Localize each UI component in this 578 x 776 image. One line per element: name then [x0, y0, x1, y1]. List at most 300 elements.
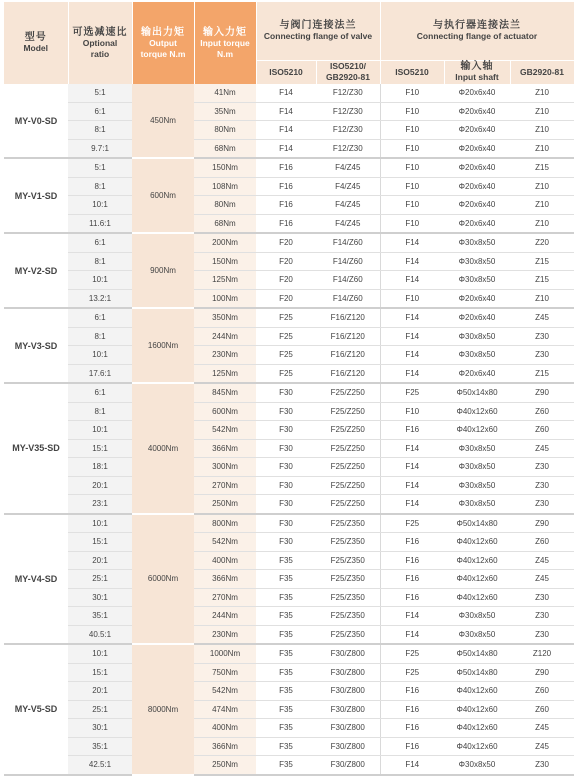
input-torque-cell: 1000Nm: [194, 644, 256, 663]
table-row: [4, 139, 574, 158]
actuator-iso5210-cell: F14: [380, 756, 444, 775]
actuator-iso5210-cell: F14: [380, 625, 444, 644]
gb2920-cell: Z10: [510, 289, 574, 308]
gb2920-cell: Z10: [510, 177, 574, 196]
ratio-cell: 8:1: [68, 402, 132, 421]
valve-iso-gb-cell: F25/Z350: [316, 570, 380, 589]
table-row: [4, 625, 574, 644]
gb2920-cell: Z90: [510, 663, 574, 682]
ratio-cell: 17.6:1: [68, 364, 132, 383]
gb2920-cell: Z30: [510, 607, 574, 626]
ratio-cell: 5:1: [68, 84, 132, 102]
valve-iso5210-cell: F30: [256, 439, 316, 458]
ratio-cell: 8:1: [68, 327, 132, 346]
table-row: [4, 158, 574, 177]
input-shaft-cell: Φ30x8x50: [444, 271, 510, 290]
gb2920-cell: Z45: [510, 719, 574, 738]
input-torque-cell: 244Nm: [194, 327, 256, 346]
valve-iso-gb-cell: F12/Z30: [316, 139, 380, 158]
valve-iso5210-cell: F25: [256, 327, 316, 346]
input-shaft-cell: Φ30x8x50: [444, 439, 510, 458]
output-torque-cell: 450Nm: [132, 84, 194, 158]
input-torque-cell: 100Nm: [194, 289, 256, 308]
valve-iso5210-cell: F35: [256, 644, 316, 663]
input-torque-cell: 800Nm: [194, 514, 256, 533]
input-shaft-cell: Φ30x8x50: [444, 625, 510, 644]
header-valve-flange-cn: 与阀门连接法兰: [279, 19, 357, 31]
model-cell: MY-V3-SD: [4, 308, 68, 383]
valve-iso-gb-cell: F30/Z800: [316, 756, 380, 775]
ratio-cell: 30:1: [68, 588, 132, 607]
table-row: [4, 289, 574, 308]
gb2920-cell: Z30: [510, 756, 574, 775]
gb2920-cell: Z45: [510, 551, 574, 570]
actuator-iso5210-cell: F14: [380, 495, 444, 514]
valve-iso5210-cell: F35: [256, 551, 316, 570]
header-output-en2: torque N.m: [140, 48, 186, 59]
actuator-iso5210-cell: F14: [380, 439, 444, 458]
actuator-iso5210-cell: F14: [380, 476, 444, 495]
valve-iso-gb-cell: F16/Z120: [316, 364, 380, 383]
input-torque-cell: 400Nm: [194, 719, 256, 738]
input-torque-cell: 230Nm: [194, 346, 256, 365]
header-input-torque: [194, 2, 256, 84]
ratio-cell: 15:1: [68, 663, 132, 682]
actuator-iso5210-cell: F14: [380, 458, 444, 477]
actuator-iso5210-cell: F10: [380, 121, 444, 140]
valve-iso-gb-cell: F12/Z30: [316, 121, 380, 140]
input-shaft-cell: Φ20x6x40: [444, 308, 510, 327]
ratio-cell: 10:1: [68, 196, 132, 215]
input-shaft-cell: Φ40x12x60: [444, 533, 510, 552]
input-torque-cell: 366Nm: [194, 570, 256, 589]
table-row: [4, 663, 574, 682]
actuator-iso5210-cell: F10: [380, 177, 444, 196]
subheader-iso5210-actuator: ISO5210: [380, 60, 444, 84]
input-shaft-cell: Φ20x6x40: [444, 139, 510, 158]
valve-iso5210-cell: F14: [256, 139, 316, 158]
ratio-cell: 40.5:1: [68, 625, 132, 644]
ratio-cell: 8:1: [68, 252, 132, 271]
gb2920-cell: Z30: [510, 588, 574, 607]
actuator-iso5210-cell: F10: [380, 289, 444, 308]
valve-iso-gb-cell: F30/Z800: [316, 644, 380, 663]
ratio-cell: 20:1: [68, 682, 132, 701]
actuator-iso5210-cell: F10: [380, 214, 444, 233]
input-shaft-cell: Φ40x12x60: [444, 402, 510, 421]
ratio-cell: 15:1: [68, 533, 132, 552]
valve-iso5210-cell: F25: [256, 364, 316, 383]
valve-iso-gb-cell: F25/Z250: [316, 439, 380, 458]
actuator-iso5210-cell: F14: [380, 233, 444, 252]
input-torque-cell: 244Nm: [194, 607, 256, 626]
output-torque-cell: 900Nm: [132, 233, 194, 308]
valve-iso5210-cell: F35: [256, 737, 316, 756]
input-shaft-cell: Φ50x14x80: [444, 383, 510, 402]
actuator-iso5210-cell: F14: [380, 607, 444, 626]
valve-iso-gb-cell: F14/Z60: [316, 289, 380, 308]
actuator-iso5210-cell: F25: [380, 514, 444, 533]
valve-iso-gb-cell: F25/Z250: [316, 402, 380, 421]
valve-iso-gb-cell: F14/Z60: [316, 252, 380, 271]
gb2920-cell: Z15: [510, 252, 574, 271]
subheader-iso-gb-valve: [316, 60, 380, 84]
actuator-iso5210-cell: F16: [380, 682, 444, 701]
input-torque-cell: 230Nm: [194, 625, 256, 644]
table-row: [4, 327, 574, 346]
input-shaft-cell: Φ20x6x40: [444, 196, 510, 215]
valve-iso-gb-cell: F16/Z120: [316, 346, 380, 365]
valve-iso5210-cell: F14: [256, 121, 316, 140]
header-input-en1: Input torque: [200, 37, 250, 48]
input-shaft-cell: Φ30x8x50: [444, 495, 510, 514]
input-torque-cell: 600Nm: [194, 402, 256, 421]
ratio-cell: 15:1: [68, 439, 132, 458]
table-row: [4, 421, 574, 440]
input-shaft-cell: Φ50x14x80: [444, 514, 510, 533]
header-ratio-cn: 可选减速比: [72, 26, 128, 38]
subheader-gb2920: GB2920-81: [510, 60, 574, 84]
valve-iso5210-cell: F30: [256, 402, 316, 421]
input-torque-cell: 350Nm: [194, 308, 256, 327]
gb2920-cell: Z30: [510, 625, 574, 644]
valve-iso-gb-cell: F25/Z250: [316, 495, 380, 514]
table-row: [4, 196, 574, 215]
valve-iso-gb-cell: F25/Z350: [316, 607, 380, 626]
input-shaft-cell: Φ20x6x40: [444, 158, 510, 177]
input-torque-cell: 474Nm: [194, 700, 256, 719]
valve-iso5210-cell: F35: [256, 663, 316, 682]
actuator-iso5210-cell: F25: [380, 644, 444, 663]
actuator-iso5210-cell: F14: [380, 271, 444, 290]
ratio-cell: 10:1: [68, 514, 132, 533]
ratio-cell: 20:1: [68, 551, 132, 570]
table-row: [4, 533, 574, 552]
gb2920-cell: Z15: [510, 271, 574, 290]
input-torque-cell: 35Nm: [194, 102, 256, 121]
spec-table-body: [4, 84, 574, 775]
output-torque-cell: 8000Nm: [132, 644, 194, 775]
subheader-input-shaft-cn: 输入轴: [460, 61, 494, 73]
gb2920-cell: Z45: [510, 308, 574, 327]
table-row: [4, 588, 574, 607]
input-torque-cell: 150Nm: [194, 158, 256, 177]
actuator-iso5210-cell: F10: [380, 402, 444, 421]
input-torque-cell: 300Nm: [194, 458, 256, 477]
input-torque-cell: 270Nm: [194, 476, 256, 495]
table-row: [4, 271, 574, 290]
actuator-iso5210-cell: F16: [380, 700, 444, 719]
valve-iso-gb-cell: F25/Z350: [316, 625, 380, 644]
gb2920-cell: Z60: [510, 682, 574, 701]
input-shaft-cell: Φ40x12x60: [444, 588, 510, 607]
header-ratio-en2: ratio: [90, 48, 110, 59]
valve-iso5210-cell: F35: [256, 607, 316, 626]
valve-iso5210-cell: F20: [256, 289, 316, 308]
gb2920-cell: Z10: [510, 121, 574, 140]
input-shaft-cell: Φ50x14x80: [444, 644, 510, 663]
input-shaft-cell: Φ30x8x50: [444, 607, 510, 626]
output-torque-cell: 600Nm: [132, 158, 194, 233]
subheader-iso5210-valve: ISO5210: [256, 60, 316, 84]
gb2920-cell: Z60: [510, 700, 574, 719]
valve-iso5210-cell: F14: [256, 102, 316, 121]
valve-iso-gb-cell: F4/Z45: [316, 214, 380, 233]
header-output-cn: 输出力矩: [141, 26, 185, 38]
header-actuator-flange: [380, 2, 574, 60]
input-shaft-cell: Φ30x8x50: [444, 346, 510, 365]
model-cell: MY-V4-SD: [4, 514, 68, 645]
valve-iso-gb-cell: F30/Z800: [316, 700, 380, 719]
ratio-cell: 9.7:1: [68, 139, 132, 158]
valve-iso5210-cell: F25: [256, 308, 316, 327]
valve-iso5210-cell: F16: [256, 177, 316, 196]
valve-iso-gb-cell: F16/Z120: [316, 327, 380, 346]
valve-iso5210-cell: F35: [256, 700, 316, 719]
input-shaft-cell: Φ30x8x50: [444, 252, 510, 271]
actuator-iso5210-cell: F25: [380, 663, 444, 682]
actuator-iso5210-cell: F14: [380, 327, 444, 346]
ratio-cell: 8:1: [68, 177, 132, 196]
actuator-iso5210-cell: F16: [380, 719, 444, 738]
gb2920-cell: Z90: [510, 383, 574, 402]
table-row: [4, 102, 574, 121]
table-row: [4, 551, 574, 570]
subheader-iso-gb-line2: GB2920-81: [326, 72, 370, 83]
input-torque-cell: 200Nm: [194, 233, 256, 252]
gb2920-cell: Z120: [510, 644, 574, 663]
actuator-iso5210-cell: F10: [380, 139, 444, 158]
subheader-input-shaft: [444, 60, 510, 84]
table-row: [4, 607, 574, 626]
ratio-cell: 42.5:1: [68, 756, 132, 775]
ratio-cell: 20:1: [68, 476, 132, 495]
actuator-iso5210-cell: F14: [380, 346, 444, 365]
header-input-cn: 输入力矩: [203, 26, 247, 38]
input-shaft-cell: Φ40x12x60: [444, 700, 510, 719]
table-row: [4, 402, 574, 421]
valve-iso5210-cell: F30: [256, 458, 316, 477]
gb2920-cell: Z10: [510, 84, 574, 102]
table-row: [4, 364, 574, 383]
output-torque-cell: 1600Nm: [132, 308, 194, 383]
input-torque-cell: 270Nm: [194, 588, 256, 607]
valve-iso5210-cell: F20: [256, 271, 316, 290]
input-shaft-cell: Φ20x6x40: [444, 84, 510, 102]
input-torque-cell: 108Nm: [194, 177, 256, 196]
ratio-cell: 10:1: [68, 421, 132, 440]
table-row: [4, 121, 574, 140]
input-shaft-cell: Φ50x14x80: [444, 663, 510, 682]
header-model-cn: 型号: [24, 32, 47, 43]
valve-iso-gb-cell: F25/Z350: [316, 533, 380, 552]
valve-iso5210-cell: F16: [256, 214, 316, 233]
output-torque-cell: 4000Nm: [132, 383, 194, 514]
input-shaft-cell: Φ30x8x50: [444, 458, 510, 477]
valve-iso-gb-cell: F14/Z60: [316, 233, 380, 252]
actuator-iso5210-cell: F16: [380, 533, 444, 552]
input-torque-cell: 542Nm: [194, 682, 256, 701]
table-row: [4, 737, 574, 756]
ratio-cell: 10:1: [68, 644, 132, 663]
header-output-en1: Output: [149, 37, 177, 48]
ratio-cell: 23:1: [68, 495, 132, 514]
valve-iso5210-cell: F35: [256, 682, 316, 701]
gb2920-cell: Z30: [510, 476, 574, 495]
input-torque-cell: 125Nm: [194, 271, 256, 290]
input-shaft-cell: Φ20x6x40: [444, 214, 510, 233]
input-shaft-cell: Φ40x12x60: [444, 421, 510, 440]
table-row: [4, 495, 574, 514]
gb2920-cell: Z10: [510, 102, 574, 121]
actuator-iso5210-cell: F14: [380, 308, 444, 327]
gb2920-cell: Z30: [510, 327, 574, 346]
header-actuator-flange-en: Connecting flange of actuator: [416, 30, 538, 41]
input-torque-cell: 542Nm: [194, 533, 256, 552]
gb2920-cell: Z30: [510, 346, 574, 365]
input-torque-cell: 366Nm: [194, 737, 256, 756]
valve-iso5210-cell: F30: [256, 495, 316, 514]
input-shaft-cell: Φ40x12x60: [444, 719, 510, 738]
table-row: [4, 458, 574, 477]
table-row: [4, 719, 574, 738]
actuator-iso5210-cell: F16: [380, 551, 444, 570]
gb2920-cell: Z10: [510, 139, 574, 158]
table-row: [4, 346, 574, 365]
valve-iso5210-cell: F30: [256, 421, 316, 440]
ratio-cell: 13.2:1: [68, 289, 132, 308]
spec-table: [4, 2, 575, 776]
valve-iso5210-cell: F35: [256, 588, 316, 607]
ratio-cell: 35:1: [68, 737, 132, 756]
valve-iso-gb-cell: F12/Z30: [316, 102, 380, 121]
ratio-cell: 18:1: [68, 458, 132, 477]
valve-iso-gb-cell: F30/Z800: [316, 737, 380, 756]
table-row: [4, 439, 574, 458]
table-row: [4, 476, 574, 495]
header-ratio-en1: Optional: [82, 37, 118, 48]
valve-iso5210-cell: F35: [256, 756, 316, 775]
ratio-cell: 25:1: [68, 570, 132, 589]
valve-iso-gb-cell: F30/Z800: [316, 682, 380, 701]
valve-iso-gb-cell: F4/Z45: [316, 158, 380, 177]
gb2920-cell: Z30: [510, 495, 574, 514]
valve-iso-gb-cell: F25/Z250: [316, 458, 380, 477]
input-shaft-cell: Φ20x6x40: [444, 121, 510, 140]
gb2920-cell: Z60: [510, 533, 574, 552]
gb2920-cell: Z45: [510, 737, 574, 756]
gb2920-cell: Z30: [510, 458, 574, 477]
table-row: [4, 700, 574, 719]
ratio-cell: 10:1: [68, 271, 132, 290]
input-torque-cell: 845Nm: [194, 383, 256, 402]
ratio-cell: 35:1: [68, 607, 132, 626]
header-ratio: [68, 2, 132, 84]
valve-iso-gb-cell: F16/Z120: [316, 308, 380, 327]
input-shaft-cell: Φ40x12x60: [444, 737, 510, 756]
valve-iso5210-cell: F35: [256, 719, 316, 738]
input-shaft-cell: Φ40x12x60: [444, 551, 510, 570]
output-torque-cell: 6000Nm: [132, 514, 194, 645]
ratio-cell: 8:1: [68, 121, 132, 140]
gb2920-cell: Z10: [510, 214, 574, 233]
model-cell: MY-V1-SD: [4, 158, 68, 233]
subheader-input-shaft-en: Input shaft: [455, 72, 499, 83]
actuator-iso5210-cell: F16: [380, 588, 444, 607]
ratio-cell: 5:1: [68, 158, 132, 177]
input-torque-cell: 68Nm: [194, 214, 256, 233]
gb2920-cell: Z15: [510, 158, 574, 177]
valve-iso5210-cell: F20: [256, 233, 316, 252]
valve-iso-gb-cell: F25/Z350: [316, 551, 380, 570]
table-row: [4, 570, 574, 589]
actuator-iso5210-cell: F16: [380, 737, 444, 756]
gb2920-cell: Z10: [510, 196, 574, 215]
input-torque-cell: 400Nm: [194, 551, 256, 570]
actuator-iso5210-cell: F10: [380, 158, 444, 177]
valve-iso-gb-cell: F30/Z800: [316, 663, 380, 682]
input-shaft-cell: Φ30x8x50: [444, 233, 510, 252]
table-row: [4, 233, 574, 252]
actuator-iso5210-cell: F10: [380, 196, 444, 215]
table-row: [4, 383, 574, 402]
valve-iso5210-cell: F25: [256, 346, 316, 365]
valve-iso5210-cell: F16: [256, 158, 316, 177]
valve-iso-gb-cell: F25/Z350: [316, 514, 380, 533]
valve-iso5210-cell: F30: [256, 383, 316, 402]
valve-iso-gb-cell: F25/Z250: [316, 383, 380, 402]
input-torque-cell: 80Nm: [194, 196, 256, 215]
ratio-cell: 6:1: [68, 233, 132, 252]
input-torque-cell: 125Nm: [194, 364, 256, 383]
valve-iso5210-cell: F14: [256, 84, 316, 102]
table-row: [4, 644, 574, 663]
input-shaft-cell: Φ30x8x50: [444, 476, 510, 495]
ratio-cell: 6:1: [68, 383, 132, 402]
header-valve-flange: [256, 2, 380, 60]
actuator-iso5210-cell: F10: [380, 84, 444, 102]
table-row: [4, 252, 574, 271]
input-torque-cell: 366Nm: [194, 439, 256, 458]
valve-iso-gb-cell: F4/Z45: [316, 177, 380, 196]
gb2920-cell: Z20: [510, 233, 574, 252]
input-shaft-cell: Φ40x12x60: [444, 570, 510, 589]
ratio-cell: 10:1: [68, 346, 132, 365]
actuator-iso5210-cell: F10: [380, 102, 444, 121]
table-row: [4, 214, 574, 233]
ratio-cell: 30:1: [68, 719, 132, 738]
subheader-iso-gb-line1: ISO5210/: [330, 61, 366, 72]
valve-iso-gb-cell: F12/Z30: [316, 84, 380, 102]
input-shaft-cell: Φ30x8x50: [444, 756, 510, 775]
gb2920-cell: Z60: [510, 402, 574, 421]
actuator-iso5210-cell: F16: [380, 570, 444, 589]
model-cell: MY-V0-SD: [4, 84, 68, 158]
input-shaft-cell: Φ40x12x60: [444, 682, 510, 701]
valve-iso5210-cell: F16: [256, 196, 316, 215]
ratio-cell: 6:1: [68, 308, 132, 327]
input-torque-cell: 542Nm: [194, 421, 256, 440]
table-row: [4, 756, 574, 775]
valve-iso-gb-cell: F25/Z250: [316, 476, 380, 495]
input-shaft-cell: Φ20x6x40: [444, 289, 510, 308]
model-cell: MY-V5-SD: [4, 644, 68, 775]
gb2920-cell: Z45: [510, 570, 574, 589]
ratio-cell: 6:1: [68, 102, 132, 121]
header-model-en: Model: [23, 43, 49, 53]
input-torque-cell: 150Nm: [194, 252, 256, 271]
input-shaft-cell: Φ30x8x50: [444, 327, 510, 346]
